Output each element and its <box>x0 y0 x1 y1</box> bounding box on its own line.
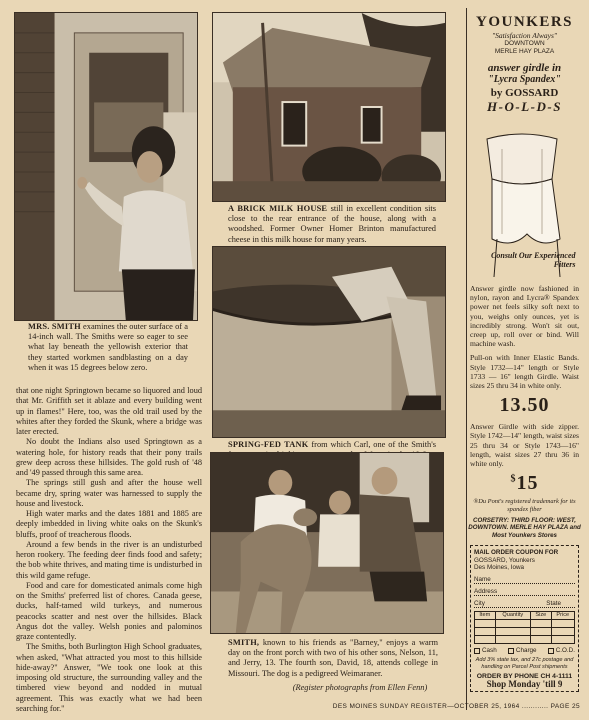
body-paragraph: that one night Springtown became so liquored and loud that Mr. Griffith set it ablaze and every building went up in flames!" Here, too, was the old trail used by the whites after they forded the Skunk, where a bridge was later erected. <box>16 386 202 436</box>
currency-symbol: $ <box>510 473 517 485</box>
photo-mrs-smith-wall <box>14 12 198 321</box>
coupon-subtitle: GOSSARD, Younkers <box>474 556 535 564</box>
store-slogan: "Satisfaction Always" <box>491 31 558 40</box>
department-location: CORSETRY: THIRD FLOOR: WEST, DOWNTOWN. MERLE HAY PLAZA and Most Younkers Stores <box>468 516 581 539</box>
product-description: Answer girdle now fashioned in nylon, rayon and Lycra® Spandex power net feels silky soft next to you, weighs only ounces, yet is incredibly strong. Won't sit out, creep up, roll over or bind. Will machine wash. <box>470 284 579 349</box>
cod-label: C.O.D. <box>555 647 575 655</box>
product-name: answer girdle in <box>487 62 562 74</box>
mail-order-coupon <box>470 545 579 692</box>
body-paragraph: No doubt the Indians also used Springtown as a watering hole, for history reads that their pony trails grew deep across these hillsides. The gold rush of '48 and '49 passed through this same area. <box>16 437 202 477</box>
address-field[interactable] <box>474 588 575 596</box>
photo-brick-milk-house <box>212 12 446 202</box>
price <box>467 472 582 495</box>
body-paragraph: Around a few bends in the river is an undisturbed heron rookery. The feeding deer finds food and safety; the bob white thrives, and mating time is undisturbed in this wild game refuge. <box>16 539 202 580</box>
article-body <box>16 386 202 714</box>
store-location: MERLE HAY PLAZA <box>494 48 555 55</box>
girdle-illustration <box>472 119 578 279</box>
page-footer: DES MOINES SUNDAY REGISTER—OCTOBER 25, 1964 ............ PAGE 25 <box>332 703 580 710</box>
address-label: Address <box>474 587 498 595</box>
table-row[interactable] <box>475 636 575 644</box>
city-state-field[interactable] <box>474 600 575 608</box>
price: 13.50 <box>499 394 550 417</box>
column-header: Size <box>530 611 551 620</box>
cash-option[interactable] <box>474 647 497 655</box>
table-row[interactable] <box>475 620 575 628</box>
checkbox[interactable] <box>474 648 480 654</box>
younkers-girdle-ad <box>466 8 582 710</box>
state-label: State <box>546 599 561 607</box>
table-row[interactable] <box>475 628 575 636</box>
caption-text: examines the outer surface of a 14-inch wall. The Smiths were so eager to see what lay beneath the yellowish exterior that they started workmen sandblasting on a day when it was 15 degrees below zero. <box>28 322 188 372</box>
product-material: "Lycra Spandex" <box>488 74 561 85</box>
product-style: Pull-on with Inner Elastic Bands. Style 1732—14" length or Style 1733 — 16" length Girdle. Waist sizes 25 thru 34 in white only. <box>470 353 579 391</box>
charge-label: Charge <box>515 647 537 655</box>
order-table <box>474 611 575 645</box>
ad-headline: H-O-L-D-S <box>487 99 562 114</box>
coupon-city: Des Moines, Iowa <box>474 564 525 572</box>
order-phone: ORDER BY PHONE CH 4-1111 <box>476 673 573 681</box>
trademark-note: ®Du Pont's registered trademark for its spandex fiber <box>473 498 576 514</box>
store-name: YOUNKERS <box>475 14 573 30</box>
store-location: DOWNTOWN <box>504 40 545 47</box>
photo-spring-fed-tank <box>212 246 446 438</box>
column-header: Item <box>475 611 496 620</box>
coupon-title: MAIL ORDER COUPON FOR <box>474 549 559 557</box>
checkbox[interactable] <box>508 648 514 654</box>
name-label: Name <box>474 575 491 583</box>
name-field[interactable] <box>474 576 575 584</box>
photo-credit: (Register photographs from Ellen Fenn) <box>292 683 428 692</box>
body-paragraph: The springs still gush and after the house well became dry, spring water was harnessed to supply the house and livestock. <box>16 478 202 508</box>
caption-lead: MRS. SMITH <box>28 322 81 331</box>
caption-smith-family <box>228 638 438 679</box>
column-header: Price <box>551 611 574 620</box>
body-paragraph: Food and care for domesticated animals come high on the Smiths' preferred list of chores. Canada geese, ducks, half-tamed wild turkeys, and numerous peacocks scatter and nest over the hillsides. Black Angus dot the valley. Welsh ponies and palominos graze contentedly. <box>16 580 202 641</box>
body-paragraph: High water marks and the dates 1881 and 1885 are deeply imbedded in living white oaks on the Skunk's bluffs, proof of treacherous floods. <box>16 509 202 539</box>
city-label: City <box>474 599 485 607</box>
caption-lead: SPRING-FED TANK <box>228 440 309 449</box>
charge-option[interactable] <box>508 647 537 655</box>
column-header: Quantity <box>495 611 530 620</box>
caption-text: known to his friends as "Barney," enjoys a warm day on the front porch with two of his other sons, Nelson, 11, and Jerry, 13. The fourth son, David, 18, attends college in Missouri. The dog is a pedigreed Weimaraner. <box>228 638 439 678</box>
brand-name: by GOSSARD <box>490 87 559 99</box>
cod-option[interactable] <box>548 647 575 655</box>
caption-milk-house <box>228 204 436 245</box>
photo-smith-family-porch <box>210 452 444 634</box>
shop-hours: Shop Monday 'till 9 <box>486 678 563 689</box>
product-style: Answer Girdle with side zipper. Style 1742—14" length, waist sizes 25 thru 34 or Style 1743—16" length, waist sizes 27 thru 36 in white only. <box>470 422 579 469</box>
consult-fitters: Consult Our Experienced Fitters <box>491 251 576 269</box>
cash-label: Cash <box>482 647 497 655</box>
body-paragraph: The Smiths, both Burlington High School graduates, when asked, "What attracted you most to this hillside hide-away?" Answer, "We took one look at this imposing old structure, the surrounding valley and the timbered view beyond and nodded in mutual agreement. This was exactly what we had been searching for." <box>16 642 202 713</box>
caption-text: still in excellent condition sits close to the rear entrance of the house, along with a woodshed. Former Owner Homer Brinton manufactured cheese in this milk house for many years. <box>228 204 436 244</box>
payment-options <box>474 647 575 655</box>
tax-note: Add 3% state tax, and 27c postage and handling on Parcel Post shipments <box>475 657 574 670</box>
checkbox[interactable] <box>548 648 554 654</box>
caption-text: from which Carl, one of the Smith's <box>311 440 437 449</box>
price-value: 15 <box>516 472 539 495</box>
caption-mrs-smith <box>28 322 188 373</box>
caption-lead: SMITH, <box>228 638 260 647</box>
caption-lead: A BRICK MILK HOUSE <box>228 204 328 213</box>
